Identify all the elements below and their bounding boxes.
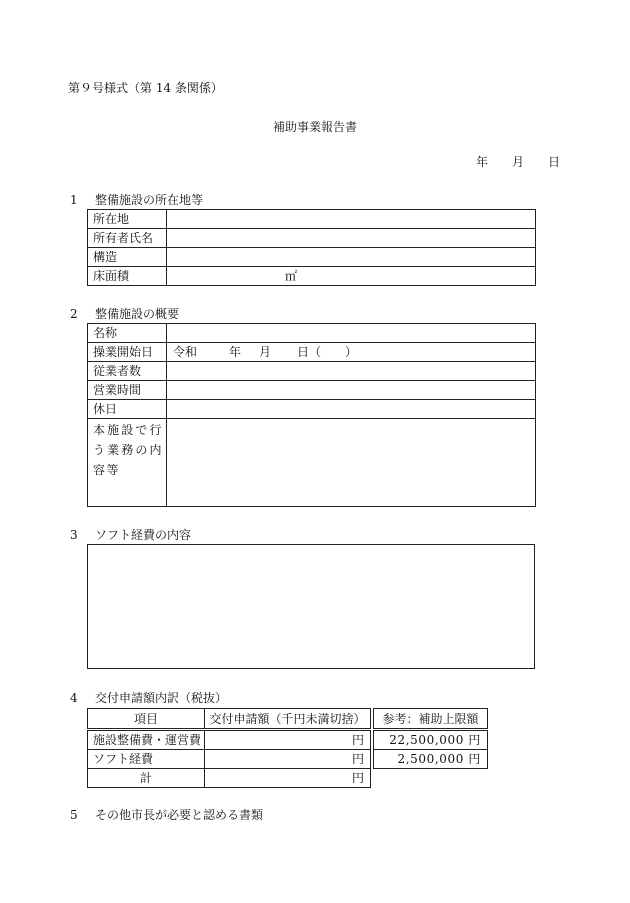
table-row [88,730,371,750]
subsidy-limit-table [373,708,488,769]
item-cell: 施設整備費・運営費 [88,730,205,750]
year-label: 年 [229,345,242,359]
row-label: 所有者氏名 [88,229,167,248]
table-row [88,750,371,769]
table-row [88,381,536,400]
floor-area-value-cell [167,267,536,286]
facility-overview-table [87,323,536,507]
business-content-label-cell [88,419,167,507]
date-day-label: 日 [548,155,561,169]
facility-location-table [87,209,536,286]
item-cell: ソフト経費 [88,750,205,769]
facility-name-value-cell [167,324,536,343]
table-row [88,343,536,362]
section-number: 3 [70,528,78,542]
section-number: 5 [70,808,78,822]
soft-expense-content-box [87,544,535,669]
row-label: 所在地 [88,210,167,229]
section1-heading [68,193,203,207]
business-hours-value-cell [167,381,536,400]
column-header-amount: 交付申請額（千円未満切捨） [205,709,371,730]
table-row [88,248,536,267]
table-row [88,419,536,507]
table-row [88,210,536,229]
total-label-cell: 計 [88,769,205,788]
table-row [374,750,488,769]
row-label: 床面積 [88,267,167,286]
row-label: 構造 [88,248,167,267]
table-header-row [374,709,488,730]
date-month-label: 月 [512,155,525,169]
row-label: 従業者数 [88,362,167,381]
table-header-row [88,709,371,730]
month-label: 月 [259,345,272,359]
table-row [88,267,536,286]
section-number: 2 [70,307,78,321]
column-header-item: 項目 [88,709,205,730]
form-number: 第９号様式（第 14 条関係） [68,81,223,95]
weekday-close-paren: ） [345,345,358,359]
section-title: ソフト経費の内容 [95,528,192,542]
section-title: 整備施設の所在地等 [95,193,204,207]
table-row [88,400,536,419]
total-amount-cell: 円 [205,769,371,788]
section2-heading [68,307,179,321]
start-date-value-cell [167,343,536,362]
square-meter-unit: ㎡ [285,269,298,283]
section-number: 4 [70,691,78,705]
document-title: 補助事業報告書 [272,120,357,134]
row-label: 名称 [88,324,167,343]
owner-name-value-cell [167,229,536,248]
table-row [88,229,536,248]
row-label: 休日 [88,400,167,419]
table-row [88,362,536,381]
grant-breakdown-table [87,708,371,788]
era-label: 令和 [173,345,198,359]
day-label: 日（ [297,345,322,359]
structure-value-cell [167,248,536,267]
row-label: 本施設で行う業務の内容等 [93,423,163,477]
date-year-label: 年 [476,155,489,169]
holidays-value-cell [167,400,536,419]
table-row [88,769,371,788]
section3-heading [68,528,191,542]
row-label: 営業時間 [88,381,167,400]
section-number: 1 [70,193,78,207]
employees-value-cell [167,362,536,381]
location-value-cell [167,210,536,229]
section-title: 交付申請額内訳（税抜） [95,691,228,705]
amount-cell: 円 [205,750,371,769]
table-row [374,730,488,750]
section-title: 整備施設の概要 [95,307,180,321]
table-row [88,324,536,343]
column-header-limit: 参考：補助上限額 [374,709,488,730]
limit-cell: 2,500,000 円 [374,750,488,769]
limit-cell: 22,500,000 円 [374,730,488,750]
business-content-value-cell [167,419,536,507]
amount-cell: 円 [205,730,371,750]
section5-heading [68,808,263,822]
row-label: 操業開始日 [88,343,167,362]
section-title: その他市長が必要と認める書類 [95,808,264,822]
section4-heading [68,691,227,705]
